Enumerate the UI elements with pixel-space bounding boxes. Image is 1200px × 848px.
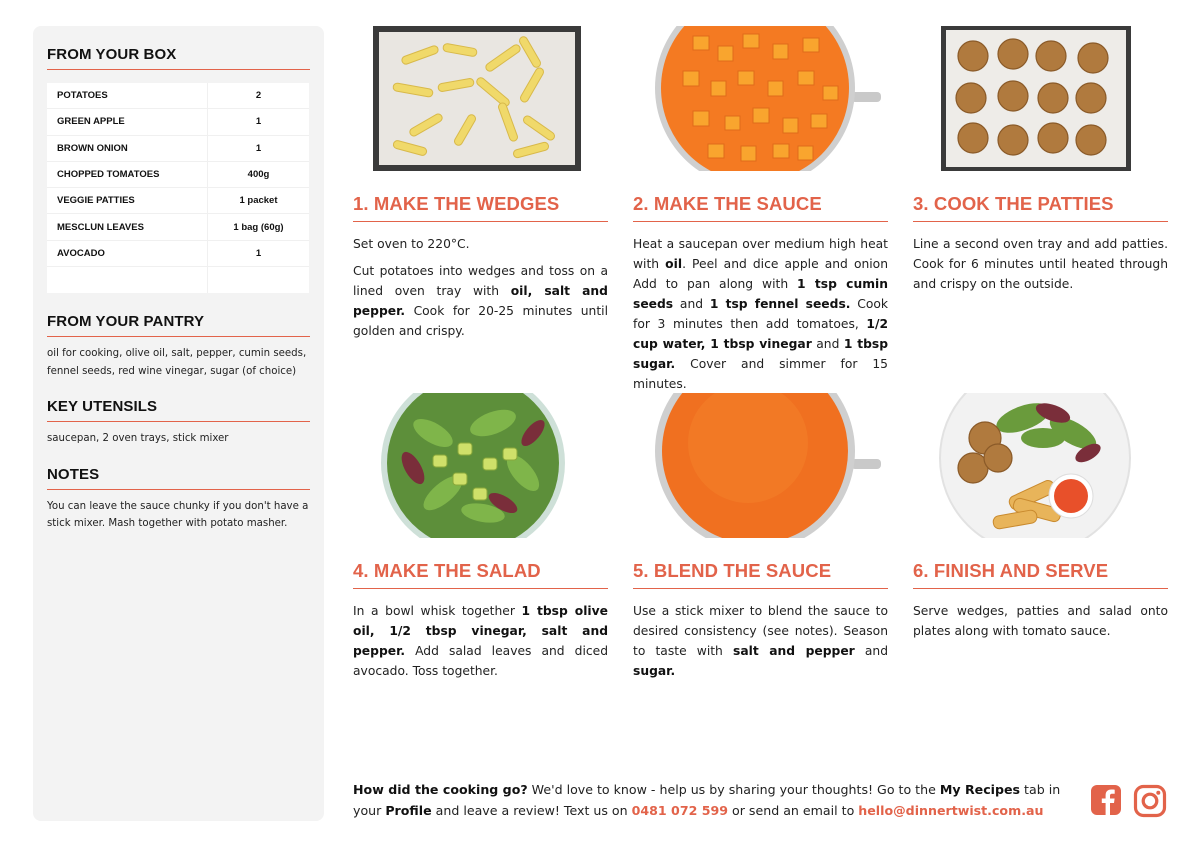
ingredient-qty: 1 — [207, 109, 309, 134]
patties-tray-photo — [913, 26, 1168, 171]
instruction-paragraph — [913, 234, 1168, 294]
instruction-text: In a bowl whisk together — [353, 604, 522, 618]
instruction-text: . Peel and dice apple and onion Add to pan along with — [633, 257, 888, 291]
instruction-paragraph — [353, 234, 608, 254]
step-5 — [633, 393, 888, 681]
step-title: 6. FINISH AND SERVE — [913, 560, 1168, 589]
step-instructions — [913, 601, 1168, 641]
ingredient-name: POTATOES — [57, 90, 108, 102]
from-box-heading: FROM YOUR BOX — [47, 46, 310, 70]
sidebar — [33, 26, 324, 821]
step-title: 4. MAKE THE SALAD — [353, 560, 608, 589]
instruction-paragraph — [353, 261, 608, 341]
instruction-text: and — [811, 337, 844, 351]
highlighted-ingredient: oil, salt and pepper. — [353, 284, 608, 318]
step-4 — [353, 393, 608, 681]
blended-sauce-photo — [633, 393, 888, 538]
highlighted-ingredient: salt and pepper — [733, 644, 855, 658]
footer-emphasis: How did the cooking go? — [353, 782, 528, 797]
footer-emphasis: Profile — [385, 803, 432, 818]
highlighted-ingredient: 1 tsp fennel seeds. — [709, 297, 851, 311]
ingredient-name: MESCLUN LEAVES — [57, 221, 144, 233]
highlighted-ingredient: 1 tbsp sugar. — [633, 337, 889, 371]
footer-emphasis: My Recipes — [939, 782, 1021, 797]
step-2 — [633, 26, 888, 394]
table-row — [47, 162, 309, 188]
ingredient-qty: 1 bag (60g) — [207, 214, 309, 239]
plated-dish-photo — [913, 393, 1168, 538]
step-3 — [913, 26, 1168, 294]
step-6 — [913, 393, 1168, 641]
ingredients-table — [47, 83, 309, 293]
ingredient-qty: 1 packet — [207, 188, 309, 213]
step-1 — [353, 26, 608, 341]
step-title: 3. COOK THE PATTIES — [913, 193, 1168, 222]
instruction-paragraph — [913, 601, 1168, 641]
utensils-heading: KEY UTENSILS — [47, 398, 310, 422]
instruction-text: and — [673, 297, 710, 311]
notes-heading: NOTES — [47, 466, 310, 490]
table-row — [47, 136, 309, 162]
instruction-text: Cook for 20-25 minutes until golden and crispy. — [353, 304, 608, 338]
step-instructions — [353, 234, 608, 341]
instruction-text: Cook for 3 minutes then add tomatoes, — [633, 297, 888, 331]
phone-link[interactable]: 0481 072 599 — [631, 803, 729, 818]
highlighted-ingredient: 1 tsp cumin seeds — [633, 277, 888, 311]
ingredient-name: BROWN ONION — [57, 142, 128, 154]
table-row — [47, 214, 309, 240]
facebook-icon[interactable] — [1090, 784, 1124, 818]
ingredient-name: GREEN APPLE — [57, 116, 125, 128]
instruction-text: Cover and simmer for 15 minutes. — [633, 357, 888, 391]
ingredient-qty: 1 — [207, 136, 309, 161]
highlighted-ingredient: sugar. — [633, 664, 676, 678]
step-instructions — [633, 234, 888, 394]
instruction-text: Heat a saucepan over medium high heat with — [633, 237, 888, 271]
highlighted-ingredient: 1 tbsp olive oil, 1/2 tbsp vinegar, salt and pepper. — [353, 604, 608, 658]
step-instructions — [913, 234, 1168, 294]
ingredient-qty: 2 — [207, 83, 309, 108]
instruction-text: and — [854, 644, 889, 658]
pantry-heading: FROM YOUR PANTRY — [47, 313, 310, 337]
instruction-text: Set oven to 220°C. — [353, 237, 470, 251]
instruction-paragraph — [633, 234, 888, 394]
table-row — [47, 109, 309, 135]
ingredient-name: CHOPPED TOMATOES — [57, 169, 160, 181]
footer-text: and leave a review! Text us on — [431, 803, 632, 818]
footer-text: We'd love to know - help us by sharing your thoughts! Go to the — [527, 782, 940, 797]
pantry-text: oil for cooking, olive oil, salt, pepper, cumin seeds, fennel seeds, red wine vinegar, sugar (of choice) — [47, 348, 307, 377]
instruction-paragraph — [353, 601, 608, 681]
ingredient-qty — [207, 267, 309, 293]
instruction-text: Serve wedges, patties and salad onto plates along with tomato sauce. — [913, 604, 1168, 638]
table-row — [47, 241, 309, 267]
table-row — [47, 267, 309, 293]
step-instructions — [353, 601, 608, 681]
salad-bowl-photo — [353, 393, 608, 538]
instruction-text: Use a stick mixer to blend the sauce to desired consistency (see notes). Season to taste with — [633, 604, 888, 658]
ingredient-name: VEGGIE PATTIES — [57, 195, 135, 207]
sauce-saucepan-photo — [633, 26, 888, 171]
ingredient-qty: 1 — [207, 241, 309, 266]
table-row — [47, 83, 309, 109]
highlighted-ingredient: oil — [665, 257, 683, 271]
table-row — [47, 188, 309, 214]
step-title: 1. MAKE THE WEDGES — [353, 193, 608, 222]
highlighted-ingredient: 1/2 cup water, 1 tbsp vinegar — [633, 317, 888, 351]
step-title: 5. BLEND THE SAUCE — [633, 560, 888, 589]
utensils-text: saucepan, 2 oven trays, stick mixer — [47, 433, 229, 445]
wedges-tray-photo — [353, 26, 608, 171]
step-title: 2. MAKE THE SAUCE — [633, 193, 888, 222]
email-link[interactable]: hello@dinnertwist.com.au — [858, 803, 1044, 818]
instagram-icon[interactable] — [1133, 784, 1167, 818]
ingredient-qty: 400g — [207, 162, 309, 187]
instruction-paragraph — [633, 601, 888, 681]
step-instructions — [633, 601, 888, 681]
footer-text: or send an email to — [728, 803, 859, 818]
instruction-text: Line a second oven tray and add patties. Cook for 6 minutes until heated through and crispy on the outside. — [913, 237, 1168, 291]
instruction-text: Cut potatoes into wedges and toss on a lined oven tray with — [353, 264, 608, 298]
instruction-text: Add salad leaves and diced avocado. Toss together. — [353, 644, 608, 678]
ingredient-name: AVOCADO — [57, 247, 105, 259]
footer-text: tab in your — [353, 782, 1061, 818]
feedback-footer — [353, 779, 1073, 821]
notes-text: You can leave the sauce chunky if you don't have a stick mixer. Mash together with potato masher. — [47, 500, 309, 530]
